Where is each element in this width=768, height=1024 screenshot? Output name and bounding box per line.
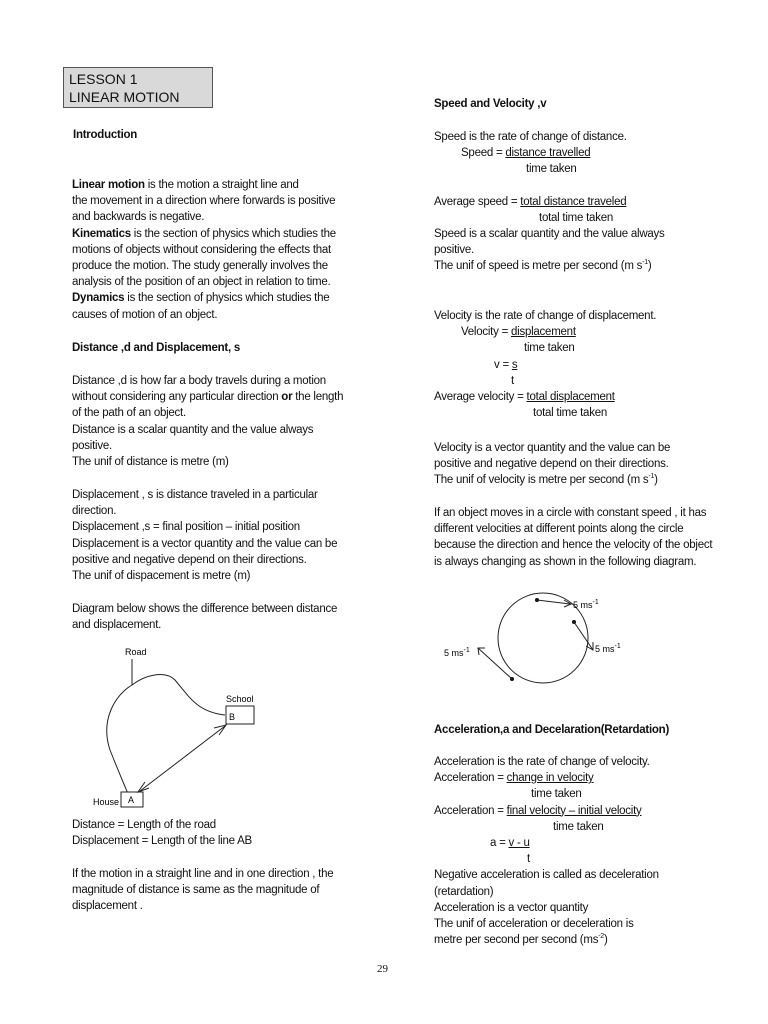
text-line: Diagram below shows the difference between distance	[72, 603, 338, 615]
fraction-numerator: change in velocity	[506, 772, 594, 785]
text-line: If the motion in a straight line and in one direction , the	[72, 868, 334, 880]
point-a-label: A	[128, 795, 135, 805]
lesson-title: LINEAR MOTION	[69, 89, 180, 105]
lesson-number: LESSON 1	[69, 71, 138, 87]
velocity-properties	[434, 440, 734, 489]
text-line: magnitude of distance is same as the magnitude of	[72, 884, 320, 897]
text-line: Speed is a scalar quantity and the value always	[434, 228, 665, 241]
road-path-right	[132, 675, 225, 715]
text-span: )	[647, 260, 652, 273]
text-line: Displacement = Length of the line AB	[72, 835, 252, 848]
fraction-numerator: distance travelled	[505, 147, 591, 160]
fraction-denominator: total time taken	[533, 407, 607, 420]
fraction-denominator: time taken	[526, 163, 577, 176]
text-span: or	[281, 391, 293, 404]
velocity-arrow-left	[478, 648, 512, 679]
kinematics-def: is the section of physics which studies the	[130, 227, 336, 240]
fraction-denominator: time taken	[524, 342, 575, 355]
text-line: The unif of distance is metre (m)	[72, 456, 229, 469]
text-line: Acceleration is the rate of change of velocity.	[434, 756, 650, 768]
speed-label-right: 5 $ms^{-1}$	[595, 643, 621, 654]
text-line: The unif of dispacement is metre (m)	[72, 570, 251, 583]
text-line: because the direction and hence the velocity of the object	[434, 539, 713, 552]
text-line: produce the motion. The study generally involves the	[72, 260, 328, 273]
text-line: The unif of acceleration or deceleration is	[434, 918, 634, 931]
text-line: analysis of the position of an object in relation to time.	[72, 276, 331, 289]
text-line: positive and negative depend on their directions.	[434, 458, 669, 471]
velocity-section	[434, 308, 734, 421]
fraction-denominator: time taken	[553, 820, 604, 833]
road-label: Road	[125, 647, 147, 657]
text-span: without considering any particular direction	[72, 391, 282, 404]
intro-heading: Introduction	[73, 129, 138, 141]
text-line: Velocity is a vector quantity and the value can be	[434, 442, 671, 454]
text-line: motions of objects without considering the effects that	[72, 243, 331, 256]
distance-paragraph	[72, 373, 377, 470]
house-label: House	[93, 797, 120, 807]
fraction-denominator: time taken	[531, 788, 582, 801]
arrowhead-a	[138, 782, 149, 792]
displacement-line	[140, 726, 225, 791]
speed-velocity-heading: Speed and Velocity ,v	[434, 98, 547, 110]
point-b-label: B	[229, 712, 236, 722]
acceleration-heading: Acceleration,a and Decelaration(Retardation)	[434, 724, 670, 736]
text-line: Distance ,d is how far a body travels during a motion	[72, 375, 326, 387]
dynamics-term: Dynamics	[72, 292, 125, 305]
text-line: and backwards is negative.	[72, 211, 205, 224]
fraction-numerator: final velocity – initial velocity	[506, 804, 642, 817]
text-line: Velocity is the rate of change of displacement.	[434, 310, 657, 322]
text-span: Average velocity =	[434, 391, 527, 404]
circle-paragraph	[434, 505, 734, 570]
text-span: Acceleration =	[434, 772, 507, 785]
superscript: -1	[648, 473, 655, 481]
text-line: is always changing as shown in the following diagram.	[434, 555, 697, 568]
speed-label-left: 5 $ms^{-1}$	[444, 647, 470, 658]
fraction-numerator: displacement	[511, 326, 576, 339]
text-line: Displacement , s is distance traveled in a particular	[72, 489, 318, 501]
final-paragraph	[72, 866, 372, 915]
fraction-denominator: t	[527, 853, 530, 866]
text-span: Average speed =	[434, 195, 521, 208]
fraction-numerator: v - u	[508, 837, 530, 850]
text-line: displacement .	[72, 900, 143, 913]
text-line: Acceleration is a vector quantity	[434, 901, 589, 914]
lesson-title-box	[63, 67, 213, 108]
linear-motion-term: Linear motion	[72, 179, 145, 191]
road-path-left	[107, 685, 132, 798]
text-span: v =	[494, 358, 512, 371]
fraction-denominator: total time taken	[539, 211, 613, 224]
intro-paragraphs	[72, 177, 372, 323]
text-span: the length	[292, 391, 344, 404]
text-line: Distance is a scalar quantity and the value always	[72, 423, 314, 436]
text-line: Displacement ,s = final position – initial position	[72, 521, 300, 534]
text-line: and displacement.	[72, 619, 162, 632]
text-span: Acceleration =	[434, 804, 507, 817]
text-line: Negative acceleration is called as deceleration	[434, 869, 659, 882]
text-line: positive and negative depend on their directions.	[72, 553, 307, 566]
fraction-numerator: s	[511, 358, 518, 371]
text-span: )	[603, 934, 608, 947]
text-line: Displacement is a vector quantity and the value can be	[72, 537, 338, 550]
text-span: a =	[490, 837, 509, 850]
text-line: direction.	[72, 505, 117, 518]
kinematics-term: Kinematics	[72, 227, 131, 240]
text-span: The unif of speed is metre per second (m s	[434, 260, 643, 273]
velocity-arrow-right	[574, 622, 593, 650]
text-span: )	[654, 474, 658, 487]
text-line: Speed is the rate of change of distance.	[434, 131, 627, 143]
diagram-intro	[72, 601, 372, 633]
speed-label-top: 5 $ms^{-1}$	[573, 599, 599, 610]
text-span: Speed =	[461, 147, 506, 160]
displacement-paragraph	[72, 487, 372, 584]
fraction-denominator: t	[511, 374, 514, 387]
text-span: The unif of velocity is metre per second (m s	[434, 474, 649, 487]
fraction-numerator: total distance traveled	[520, 195, 627, 208]
diagram-equations	[72, 817, 372, 849]
text-line: the movement in a direction where forwards is positive	[72, 195, 336, 208]
acceleration-section	[434, 754, 734, 948]
text-line: positive.	[434, 244, 474, 257]
text-span: metre per second per second (ms	[434, 934, 599, 947]
distance-heading: Distance ,d and Displacement, s	[72, 342, 241, 354]
superscript: -2	[598, 933, 604, 941]
superscript: -1	[642, 259, 648, 267]
text-span: Velocity =	[461, 326, 511, 339]
text-line: positive.	[72, 439, 112, 452]
text-line: (retardation)	[434, 885, 494, 898]
text-line: Distance = Length of the road	[72, 819, 216, 831]
text-line: different velocities at different points along the circle	[434, 523, 684, 536]
text-line: of the path of an object.	[72, 407, 186, 420]
fraction-numerator: total displacement	[526, 391, 615, 404]
speed-section	[434, 129, 734, 275]
school-label: School	[226, 694, 254, 704]
dynamics-def: is the section of physics which studies the	[124, 292, 330, 305]
distance-displacement-diagram	[80, 640, 280, 815]
text-line: If an object moves in a circle with constant speed , it has	[434, 507, 707, 519]
linear-motion-def: is the motion a straight line and	[144, 179, 299, 191]
circular-motion-diagram	[440, 588, 640, 693]
page-number: 29	[377, 963, 388, 975]
text-line: causes of motion of an object.	[72, 308, 218, 321]
